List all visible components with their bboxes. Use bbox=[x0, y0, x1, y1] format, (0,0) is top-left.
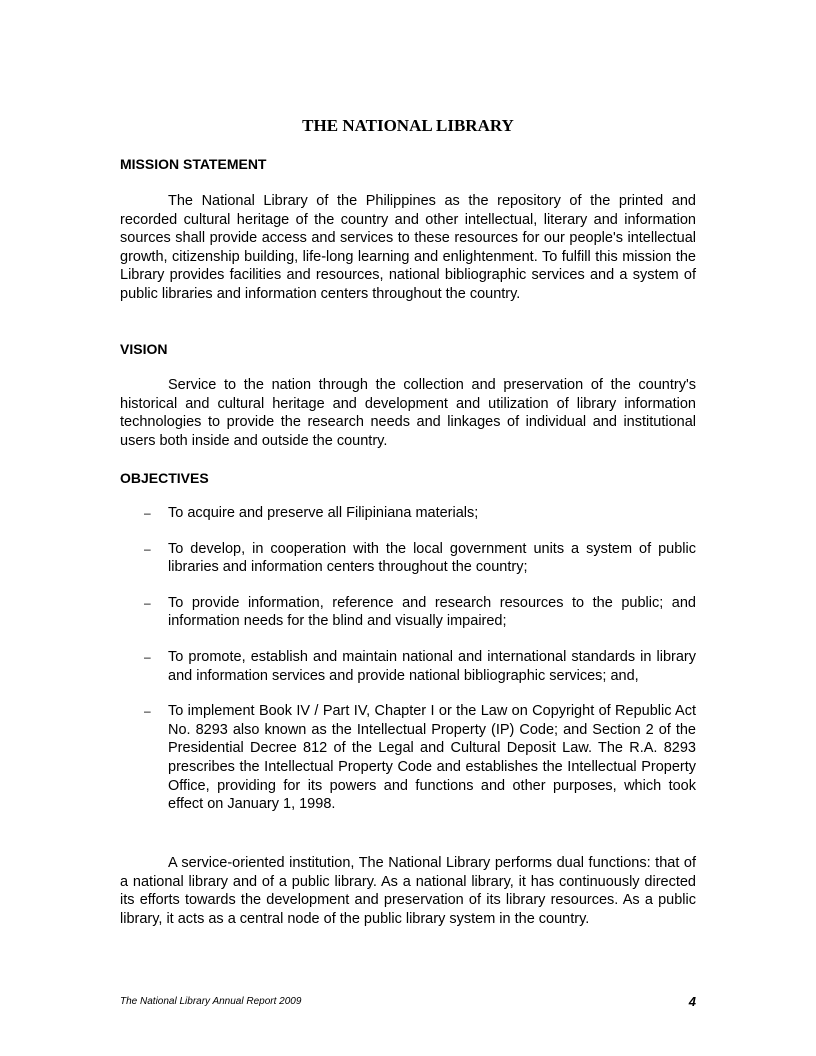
objective-text: To promote, establish and maintain national and international standards in library and information services and provide national bibliographic services; and, bbox=[168, 648, 696, 684]
dash-bullet-icon: – bbox=[144, 649, 151, 664]
list-item bbox=[120, 594, 696, 631]
list-item bbox=[120, 702, 696, 814]
mission-paragraph: The National Library of the Philippines as the repository of the printed and recorded cultural heritage of the country and other intellectual, literary and information sources shall provide access and services to these resources for our people's intellectual growth, citizenship building, life-long learning and enlightenment. To fulfill this mission the Library provides facilities and resources, national bibliographic services and a system of public libraries and information centers throughout the country. bbox=[120, 193, 696, 302]
dash-bullet-icon: – bbox=[144, 541, 151, 556]
mission-heading: MISSION STATEMENT bbox=[120, 156, 267, 172]
dash-bullet-icon: – bbox=[144, 704, 151, 719]
list-item bbox=[120, 540, 696, 577]
vision-paragraph: Service to the nation through the collection and preservation of the country's historical and cultural heritage and development and utilization of library information technologies to provide the research needs and linkages of individual and institutional users both inside and outside the country. bbox=[120, 377, 696, 449]
objective-text: To develop, in cooperation with the local government units a system of public libraries and information centers throughout the country; bbox=[168, 540, 696, 576]
objective-text: To implement Book IV / Part IV, Chapter I or the Law on Copyright of Republic Act No. 8293 also known as the Intellectual Property (IP) Code; and Section 2 of the Presidential Decree 812 of the Legal and Cultural Deposit Law. The R.A. 8293 prescribes the Intellectual Property Code and establishes the Intellectual Property Office, providing for its powers and functions and other purposes, which took effect on January 1, 1998. bbox=[168, 703, 696, 813]
objectives-heading: OBJECTIVES bbox=[120, 470, 209, 486]
footer-report-title: The National Library Annual Report 2009 bbox=[120, 996, 302, 1007]
closing-paragraph: A service-oriented institution, The National Library performs dual functions: that of a national library and of a public library. As a national library, it has continuously directed its efforts towards the development and preservation of its library resources. As a public library, it acts as a central node of the public library system in the country. bbox=[120, 855, 696, 927]
objective-text: To acquire and preserve all Filipiniana materials; bbox=[168, 505, 479, 521]
vision-heading: VISION bbox=[120, 341, 168, 357]
list-item bbox=[120, 504, 696, 523]
list-item bbox=[120, 648, 696, 685]
dash-bullet-icon: – bbox=[144, 506, 151, 520]
dash-bullet-icon: – bbox=[144, 595, 151, 610]
objective-text: To provide information, reference and research resources to the public; and information needs for the blind and visually impaired; bbox=[168, 594, 696, 630]
page-number: 4 bbox=[688, 994, 696, 1009]
objectives-list bbox=[120, 504, 696, 831]
page-title: THE NATIONAL LIBRARY bbox=[302, 116, 514, 135]
